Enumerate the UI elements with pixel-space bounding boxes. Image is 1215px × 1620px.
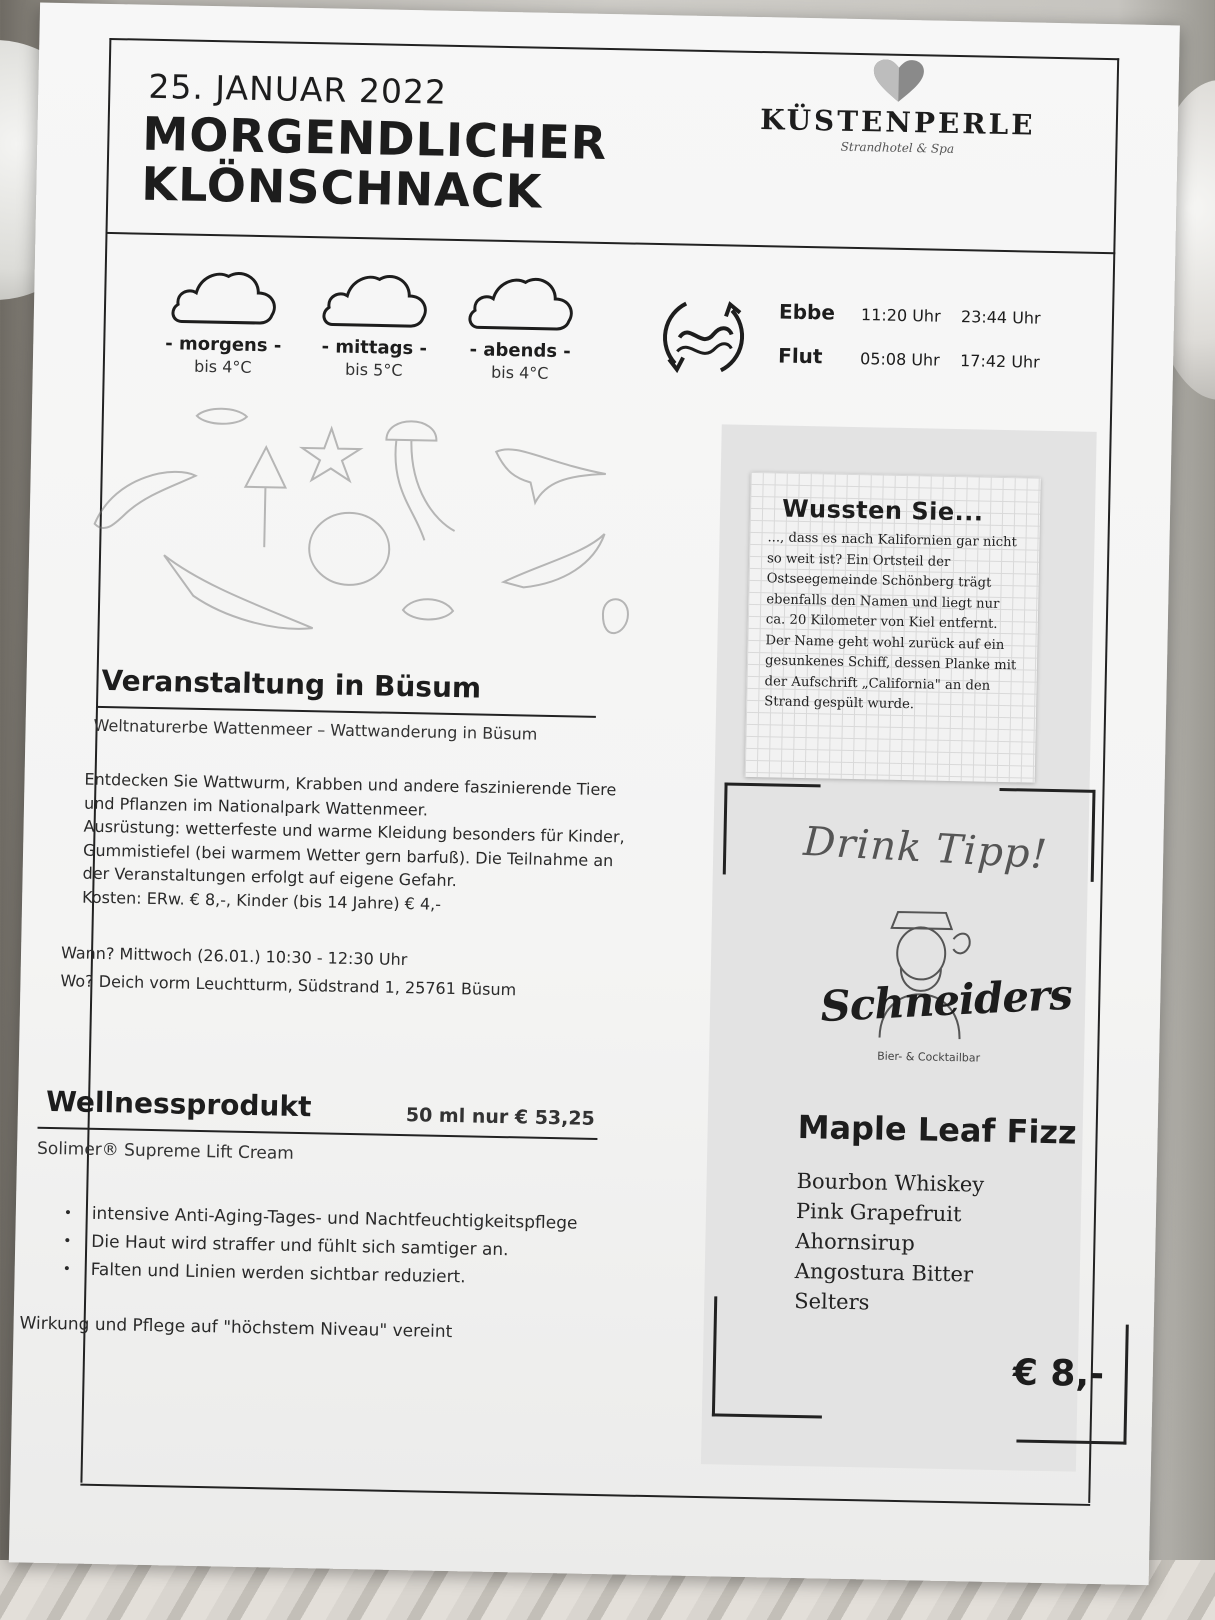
weather-temp: bis 4°C — [193, 356, 252, 377]
hotel-logo — [757, 55, 1039, 171]
tide-time: 11:20 Uhr — [860, 305, 941, 326]
starfish-icon — [302, 428, 361, 481]
wellness-product: Solimer® Supreme Lift Cream — [36, 1138, 295, 1164]
tide-time: 23:44 Uhr — [960, 307, 1041, 328]
crab-icon-2 — [403, 599, 453, 620]
list-item: Bourbon Whiskey — [796, 1168, 985, 1197]
bullet-icon: • — [63, 1205, 73, 1222]
bullet-text: Die Haut wird straffer und fühlt sich samtiger an. — [91, 1231, 509, 1261]
tide-time: 05:08 Uhr — [859, 349, 940, 370]
event-line: Ausrüstung: wetterfeste und warme Kleidung besonders für Kinder, — [83, 816, 625, 847]
wellness-price: 50 ml nur € 53,25 — [405, 1104, 595, 1130]
event-line: Entdecken Sie Wattwurm, Krabben und andere faszinierende Tiere — [84, 769, 617, 800]
wellness-bullets — [62, 1199, 577, 1293]
tide-row-ebb — [778, 299, 1061, 349]
event-description — [82, 768, 675, 921]
jellyfish-icon — [384, 421, 456, 541]
header-title — [140, 106, 703, 220]
logo-subtitle: Strandhotel & Spa — [840, 139, 955, 156]
list-item: Selters — [793, 1288, 870, 1315]
waves-cycle-icon — [655, 293, 753, 381]
weather-temp: bis 4°C — [490, 362, 549, 383]
event-subtitle: Weltnaturerbe Wattenmeer – Wattwanderung in Büsum — [93, 715, 538, 744]
cloud-icon — [465, 269, 578, 333]
header-date: 25. JANUAR 2022 — [148, 66, 448, 112]
event-line: und Pflanzen im Nationalpark Wattenmeer. — [83, 793, 429, 820]
event-when: Wann? Mittwoch (26.01.) 10:30 - 12:30 Uhr — [60, 943, 408, 970]
list-item: Angostura Bitter — [794, 1258, 974, 1287]
event-where: Wo? Deich vorm Leuchtturm, Südstrand 1, 25761 Büsum — [60, 970, 517, 999]
tide-name: Flut — [777, 343, 823, 369]
cocktail-name: Maple Leaf Fizz — [797, 1107, 1078, 1152]
shrimp-icon — [95, 470, 196, 530]
event-title: Veranstaltung in Büsum — [101, 663, 482, 705]
cloud-icon — [319, 266, 432, 330]
bullet-text: intensive Anti-Aging-Tages- und Nachtfeuchtigkeitspflege — [91, 1203, 578, 1234]
title-line-1: MORGENDLICHER — [141, 106, 608, 170]
wellness-title: Wellnessprodukt — [45, 1084, 312, 1124]
seagull-icon — [495, 449, 606, 504]
bullet-icon: • — [62, 1261, 72, 1278]
tide-row-flood — [778, 343, 1061, 393]
cocktail-price: € 8,- — [1012, 1352, 1105, 1396]
cloud-icon — [168, 263, 281, 327]
bullet-icon: • — [63, 1233, 72, 1250]
event-line: Kosten: ERw. € 8,-, Kinder (bis 14 Jahre) € 4,- — [81, 887, 442, 914]
bar-name: Schneiders — [819, 969, 1073, 1032]
list-item: Ahornsirup — [795, 1228, 916, 1256]
event-line: Gummistiefel (bei warmem Wetter gern barfuß). Die Teilnahme an — [82, 840, 614, 870]
tide-table — [778, 299, 1062, 393]
weather-label: - mittags - — [321, 336, 428, 360]
fish-icon-2 — [503, 532, 604, 589]
event-line: der Veranstaltungen erfolgt auf eigene Gefahr. — [82, 863, 457, 891]
weather-label: - morgens - — [165, 333, 282, 357]
logo-name: KÜSTENPERLE — [759, 103, 1036, 142]
weather-midday — [309, 266, 441, 381]
bell-icon — [244, 447, 286, 548]
bar-subtitle: Bier- & Cocktailbar — [877, 1049, 981, 1065]
crab-icon — [197, 408, 247, 424]
title-line-2: KLÖNSCHNACK — [140, 156, 543, 219]
tide-name: Ebbe — [778, 299, 836, 325]
flyer-sheet — [9, 3, 1180, 1586]
list-item: Pink Grapefruit — [795, 1198, 962, 1227]
ingredient-list — [794, 1166, 985, 1320]
marine-illustration — [82, 404, 667, 666]
wellness-tagline: Wirkung und Pflege auf "höchstem Niveau" vereint — [19, 1313, 453, 1343]
fish-icon — [163, 555, 314, 629]
tide-time: 17:42 Uhr — [959, 351, 1040, 372]
did-you-know-text: ..., dass es nach Kalifornien gar nicht so weit ist? Ein Ortsteil der Ostseegemeinde Schönberg trägt ebenfalls den Namen und liegt nur ca. 20 Kilometer von Kiel entfernt. Der Name geht wohl zurück auf ein gesunkenes Schiff, dessen Planke mit der Aufschrift „California" an den Strand gespült wurde. — [764, 530, 1017, 713]
heart-icon — [871, 57, 926, 104]
did-you-know-title: Wussten Sie... — [781, 494, 984, 527]
weather-morning — [158, 263, 290, 378]
weather-evening — [455, 269, 587, 384]
shell-icon — [308, 512, 389, 586]
weather-label: - abends - — [469, 339, 571, 363]
marine-sketches — [93, 406, 632, 635]
weather-temp: bis 5°C — [344, 359, 403, 380]
did-you-know-note — [745, 472, 1041, 783]
drink-tip-heading: Drink Tipp! — [802, 818, 1049, 879]
lobster-icon — [603, 599, 629, 633]
bullet-text: Falten und Linien werden sichtbar reduziert. — [90, 1259, 466, 1288]
